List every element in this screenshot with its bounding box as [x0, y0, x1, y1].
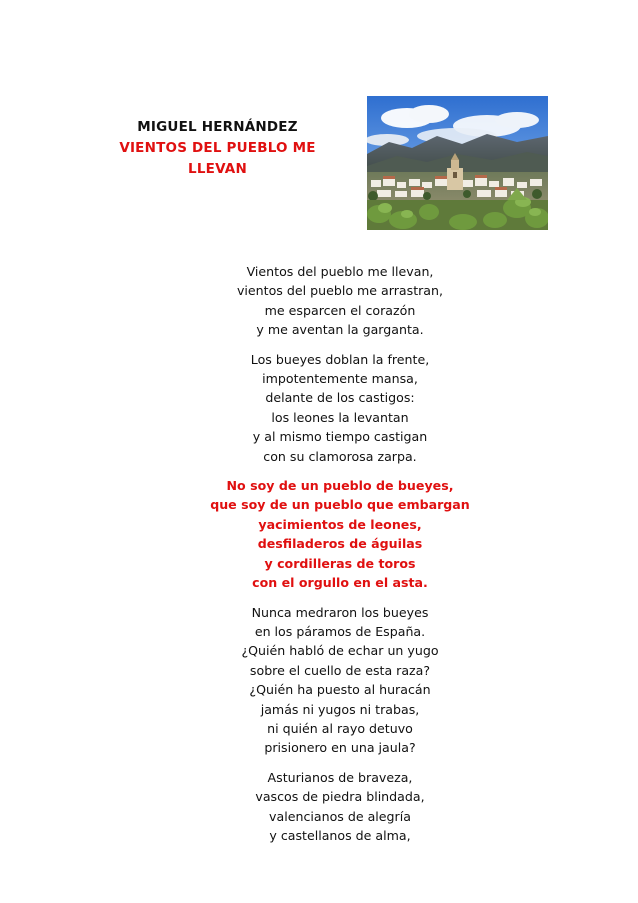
poem-line: ¿Quién habló de echar un yugo — [241, 643, 439, 659]
stanza-4 — [190, 603, 490, 758]
poem-line: delante de los castigos: — [265, 390, 415, 406]
poem-line: jamás ni yugos ni trabas, — [260, 701, 420, 717]
poem-line: me esparcen el corazón — [264, 302, 416, 318]
poem-line: en los páramos de España. — [254, 623, 426, 639]
poem-line: con el orgullo en el asta. — [252, 575, 428, 591]
stanza-5 — [190, 768, 490, 846]
poem-line: No soy de un pueblo de bueyes, — [226, 478, 454, 494]
poem-line: yacimientos de leones, — [258, 516, 422, 532]
author-name: MIGUEL HERNÁNDEZ — [137, 119, 298, 135]
poem-line: Vientos del pueblo me llevan, — [246, 264, 434, 279]
poem-line: que soy de un pueblo que embargan — [210, 497, 470, 513]
poem-line: vascos de piedra blindada, — [255, 789, 425, 805]
poem-line: vientos del pueblo me arrastran, — [236, 283, 444, 299]
poem-line: valencianos de alegría — [269, 808, 411, 824]
stanza-1 — [190, 262, 490, 340]
stanza-3-highlighted — [190, 476, 490, 592]
poem-body — [190, 262, 490, 855]
stanza-2 — [190, 350, 490, 466]
header — [110, 117, 325, 180]
poem-line: desfiladeros de águilas — [257, 536, 423, 552]
poem-line: con su clamorosa zarpa. — [263, 448, 417, 464]
poem-line: prisionero en una jaula? — [264, 740, 416, 756]
poem-line: y al mismo tiempo castigan — [252, 429, 428, 445]
poem-line: y castellanos de alma, — [269, 827, 411, 843]
poem-title-line-1: VIENTOS DEL PUEBLO ME — [119, 140, 316, 156]
poem-line: y cordilleras de toros — [264, 555, 416, 571]
poem-line: y me aventan la garganta. — [256, 322, 424, 338]
poem-line: Asturianos de braveza, — [267, 769, 413, 785]
poem-line: los leones la levantan — [271, 409, 409, 425]
poem-line: ni quién al rayo detuvo — [267, 720, 413, 736]
poem-line: ¿Quién ha puesto al huracán — [249, 682, 431, 698]
poem-line: sobre el cuello de esta raza? — [249, 662, 431, 678]
poem-line: impotentemente mansa, — [262, 371, 418, 387]
poem-line: Nunca medraron los bueyes — [251, 604, 429, 620]
poem-line: Los bueyes doblan la frente, — [250, 351, 430, 367]
landscape-photo — [367, 96, 548, 230]
poem-title-line-2: LLEVAN — [188, 161, 247, 177]
